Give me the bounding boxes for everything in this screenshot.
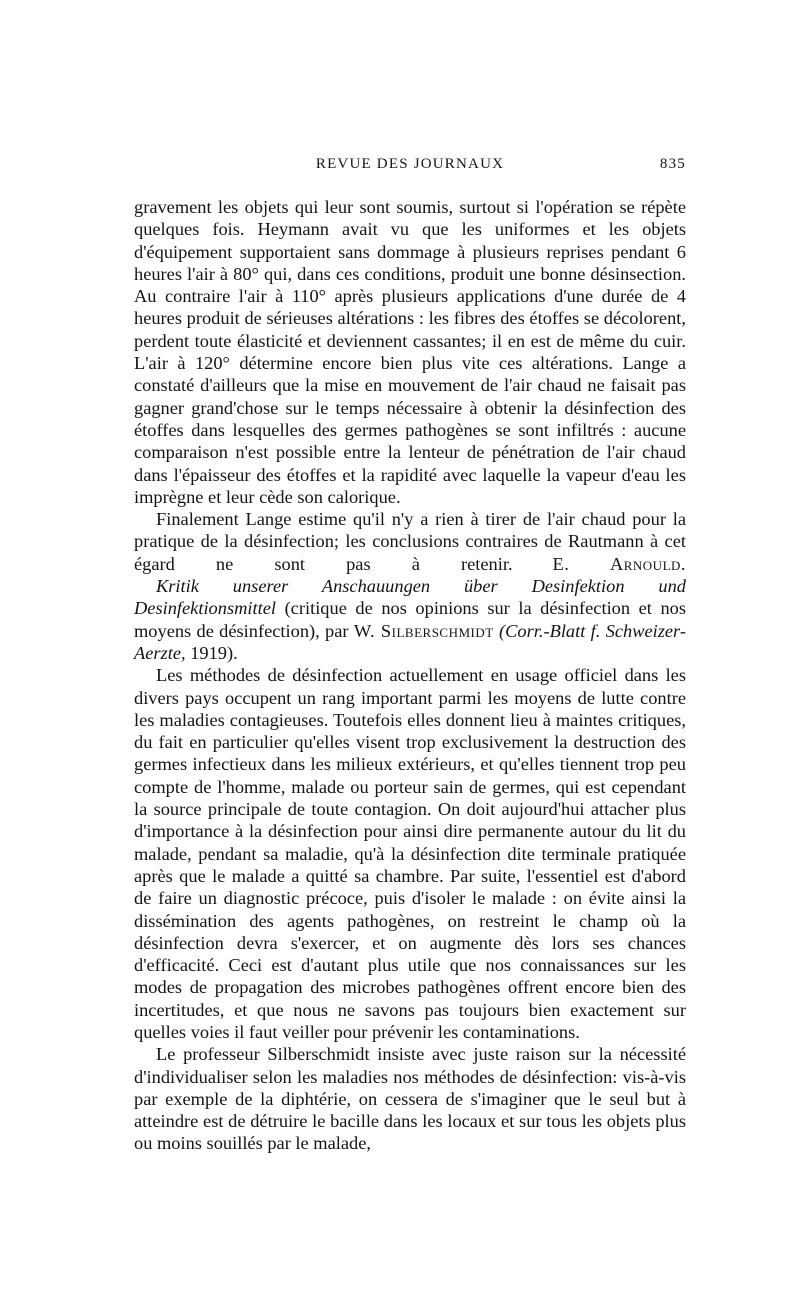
running-head [134,148,686,178]
article2-paragraph-2: Le professeur Silberschmidt insiste avec juste raison sur la nécessité d'individualiser selon les maladies nos méthodes de désinfection: vis-à-vis par exemple de la diphtérie, on cessera de s'imaginer que le seul but à atteindre est de détruire le bacille dans les locaux et sur tous les objets plus ou moins souillés par le malade, [134,1044,686,1154]
article2-journal: (Corr.-Blatt f. Schweizer-Aerzte, [134,620,686,663]
page-number: 835 [659,156,686,172]
article2-heading [134,575,686,664]
article2-title-french: (critique de nos opinions sur la désinfection et nos moyens de désinfection), par [134,598,686,641]
article2-year: 1919). [190,642,238,663]
article2-author: W. Silberschmidt [353,620,494,641]
running-title: REVUE DES JOURNAUX [315,156,505,172]
article1-signature: E. Arnould. [552,553,686,574]
article2-paragraph-1: Les méthodes de désinfection actuellement en usage officiel dans les divers pays occupent un rang important parmi les moyens de lutte contre les maladies contagieuses. Toutefois elles donnent lieu à maintes critiques, du fait en particulier qu'elles visent trop exclusivement la destruction des germes infectieux dans les milieux extérieurs, et qu'elles tiennent trop peu compte de l'homme, malade ou porteur sain de germes, qui est cependant la source principale de toute contagion. On doit aujourd'hui attacher plus d'importance à la désinfection pour ainsi dire permanente autour du lit du malade, pendant sa maladie, qu'à la désinfection dite terminale pratiquée après que le malade a quitté sa chambre. Par suite, l'essentiel est d'abord de faire un diagnostic précoce, puis d'isoler le malade : on évite ainsi la dissémination des agents pathogènes, on restreint le champ où la désinfection devra s'exercer, et on augmente dès lors ses chances d'efficacité. Ceci est d'autant plus utile que nos connaissances sur les modes de propagation des microbes pathogènes offrent encore bien des incertitudes, et que nous ne savons pas toujours bien exactement sur quelles voies il faut veiller pour prévenir les contaminations. [134,665,686,1042]
article1-paragraph-2 [134,508,686,575]
article1-paragraph-2-text: Finalement Lange estime qu'il n'y a rien à tirer de l'air chaud pour la pratique de la désinfection; les conclusions contraires de Rautmann à cet égard ne sont pas à retenir. [134,509,686,574]
article1-paragraph-1: gravement les objets qui leur sont soumis, surtout si l'opération se répète quelques fois. Heymann avait vu que les uniformes et les objets d'équipement supportaient sans dommage à plusieurs reprises pendant 6 heures l'air à 80° qui, dans ces conditions, produit une bonne désinsection. Au contraire l'air à 110° après plusieurs applications d'une durée de 4 heures produit de sérieuses altérations : les fibres des étoffes se décolorent, perdent toute élasticité et deviennent cassantes; il en est de même du cuir. L'air à 120° détermine encore bien plus vite ces altérations. Lange a constaté d'ailleurs que la mise en mouvement de l'air chaud ne faisait pas gagner grand'chose sur le temps nécessaire à obtenir la désinfection des étoffes dans lesquelles des germes pathogènes se sont infiltrés : aucune comparaison n'est possible entre la lenteur de pénétration de l'air chaud dans l'épaisseur des étoffes et la rapidité avec laquelle la vapeur d'eau les imprègne et leur cède son calorique. [134,197,686,507]
journal-page [134,148,686,1155]
article2-title-german: Kritik unserer Anschauungen über Desinfektion und Desinfektionsmittel [134,576,686,619]
article-body [134,196,686,1155]
